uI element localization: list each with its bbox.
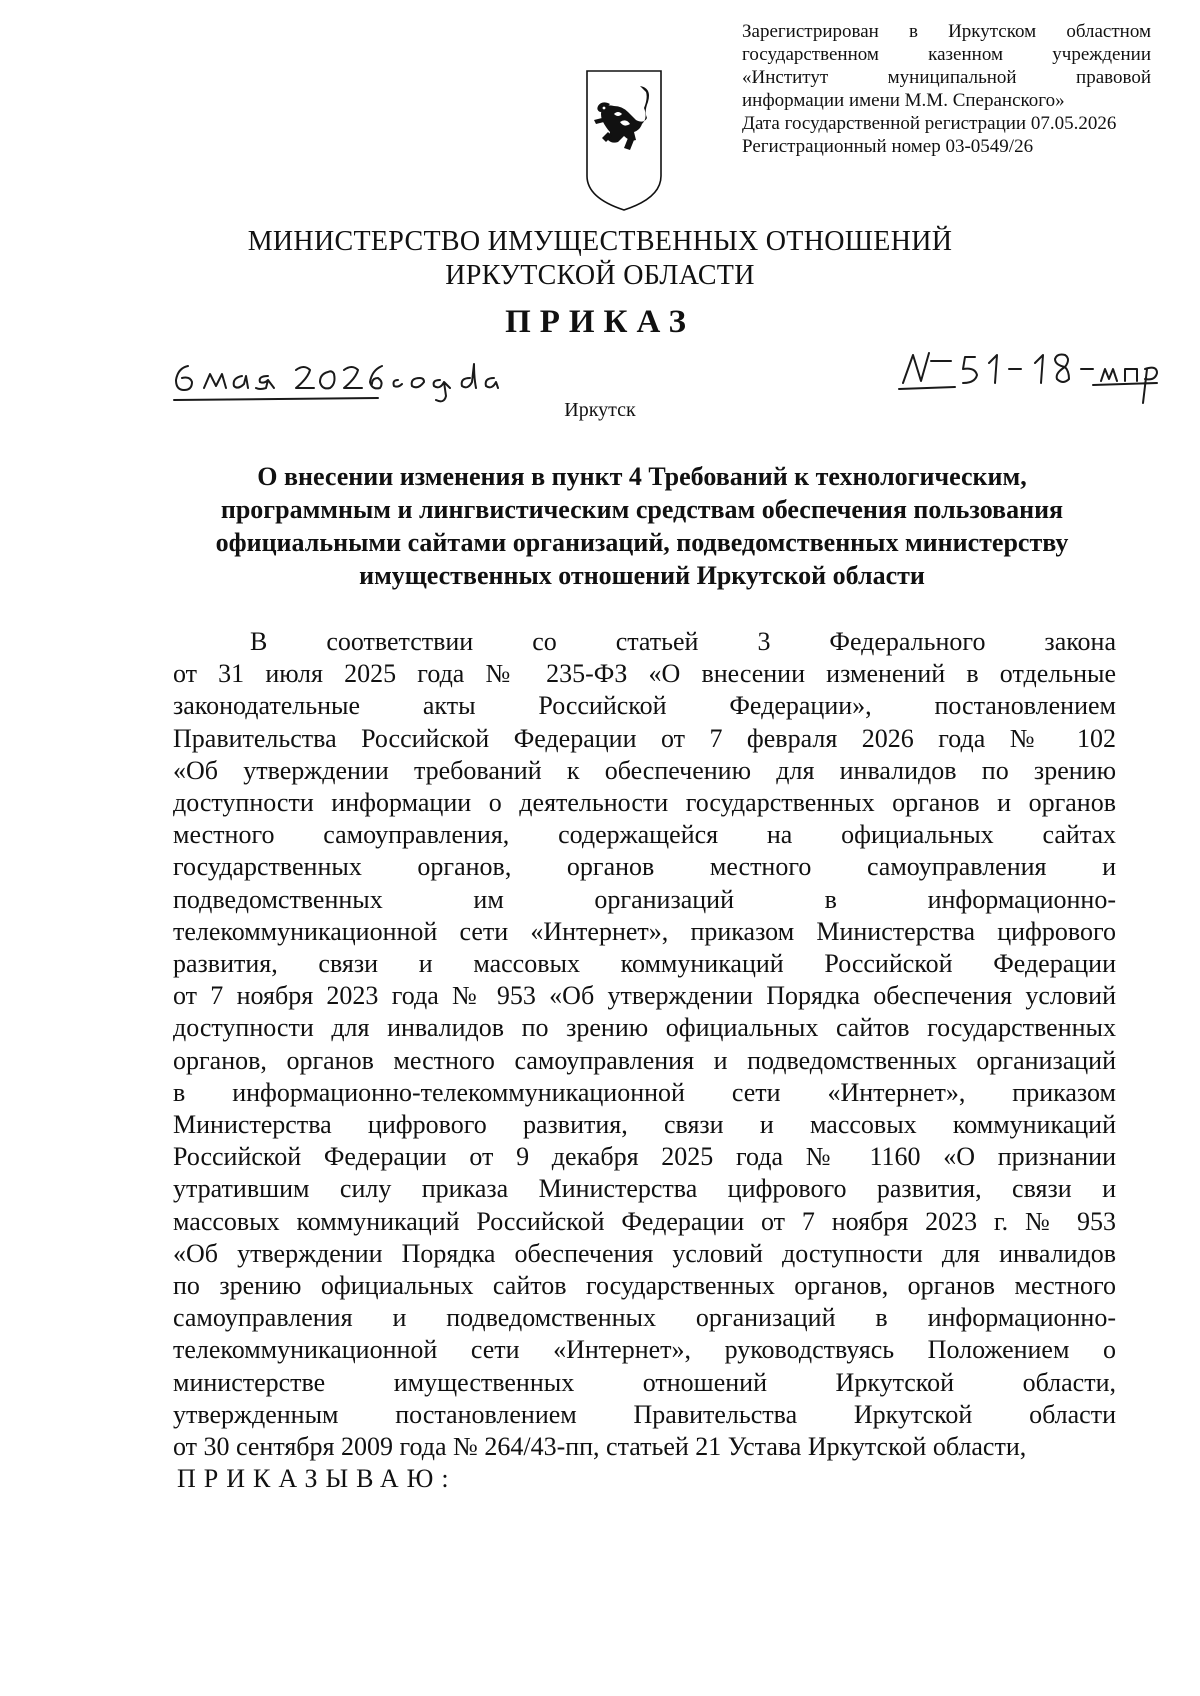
registration-number: Регистрационный номер 03-0549/26 — [742, 136, 1034, 157]
registration-date: Дата государственной регистрации 07.05.2026 — [742, 113, 1117, 134]
registration-line: информации имени М.М. Сперанского» — [742, 90, 1065, 111]
registration-line: государственном казенном учреждении — [742, 44, 1151, 65]
subject-line: официальными сайтами организаций, подведомственных министерству — [215, 528, 1069, 557]
body-line: В соответствии со статьей 3 Федерального закона — [250, 627, 1116, 656]
registration-line: «Институт муниципальной правовой — [742, 67, 1151, 88]
body-line: местного самоуправления, содержащейся на официальных сайтах — [173, 820, 1116, 850]
body-line: «Об утверждении требований к обеспечению для инвалидов по зрению — [173, 755, 1116, 785]
body-line: государственных органов, органов местного самоуправления и — [173, 852, 1116, 882]
body-line: утратившим силу приказа Министерства цифрового развития, связи и — [173, 1174, 1116, 1204]
subject-line: О внесении изменения в пункт 4 Требований к технологическим, — [257, 462, 1027, 491]
order-body — [173, 626, 1116, 1495]
body-line: самоуправления и подведомственных организаций в информационно- — [173, 1303, 1116, 1333]
body-line: от 7 ноября 2023 года № 953 «Об утверждении Порядка обеспечения условий — [173, 981, 1116, 1011]
order-subject — [172, 460, 1112, 592]
body-line: от 30 сентября 2009 года № 264/43-пп, статьей 21 Устава Иркутской области, — [173, 1432, 1027, 1462]
body-line: по зрению официальных сайтов государственных органов, органов местного — [173, 1271, 1116, 1301]
subject-line: программным и лингвистическим средствам обеспечения пользования — [220, 495, 1064, 524]
body-line: телекоммуникационной сети «Интернет», приказом Министерства цифрового — [173, 916, 1116, 946]
body-line: в информационно-телекоммуникационной сети «Интернет», приказом — [173, 1077, 1116, 1107]
body-line: Российской Федерации от 9 декабря 2025 года № 1160 «О признании — [173, 1142, 1116, 1172]
body-line: развития, связи и массовых коммуникаций Российской Федерации — [173, 949, 1116, 979]
irkutsk-coat-of-arms-icon — [584, 68, 664, 213]
body-line: законодательные акты Российской Федерации», постановлением — [173, 691, 1116, 721]
body-line: доступности информации о деятельности государственных органов и органов — [173, 788, 1116, 818]
body-line: Министерства цифрового развития, связи и массовых коммуникаций — [173, 1110, 1116, 1140]
registration-stamp — [742, 20, 1151, 158]
body-line: телекоммуникационной сети «Интернет», руководствуясь Положением о — [173, 1335, 1116, 1365]
city-label: Иркутск — [564, 399, 636, 421]
body-line: органов, органов местного самоуправления и подведомственных организаций — [173, 1045, 1116, 1075]
body-line: министерстве имущественных отношений Иркутской области, — [173, 1367, 1116, 1397]
body-line: подведомственных им организаций в информационно- — [173, 884, 1116, 914]
body-line: «Об утверждении Порядка обеспечения условий доступности для инвалидов — [173, 1238, 1116, 1268]
ministry-name-line2: ИРКУТСКОЙ ОБЛАСТИ — [445, 260, 755, 291]
ministry-name-line1: МИНИСТЕРСТВО ИМУЩЕСТВЕННЫХ ОТНОШЕНИЙ — [247, 226, 953, 257]
order-command: ПРИКАЗЫВАЮ: — [177, 1464, 457, 1494]
registration-line: Зарегистрирован в Иркутском областном — [742, 21, 1151, 42]
body-line: утвержденным постановлением Правительства Иркутской области — [173, 1399, 1116, 1429]
body-line: от 31 июля 2025 года № 235-ФЗ «О внесении изменений в отдельные — [173, 659, 1116, 689]
body-line: массовых коммуникаций Российской Федерации от 7 ноября 2023 г. № 953 — [173, 1206, 1116, 1236]
subject-line: имущественных отношений Иркутской области — [359, 561, 925, 590]
body-line: доступности для инвалидов по зрению официальных сайтов государственных — [173, 1013, 1116, 1043]
document-type-title: ПРИКАЗ — [505, 304, 695, 340]
body-line: Правительства Российской Федерации от 7 февраля 2026 года № 102 — [173, 723, 1116, 753]
